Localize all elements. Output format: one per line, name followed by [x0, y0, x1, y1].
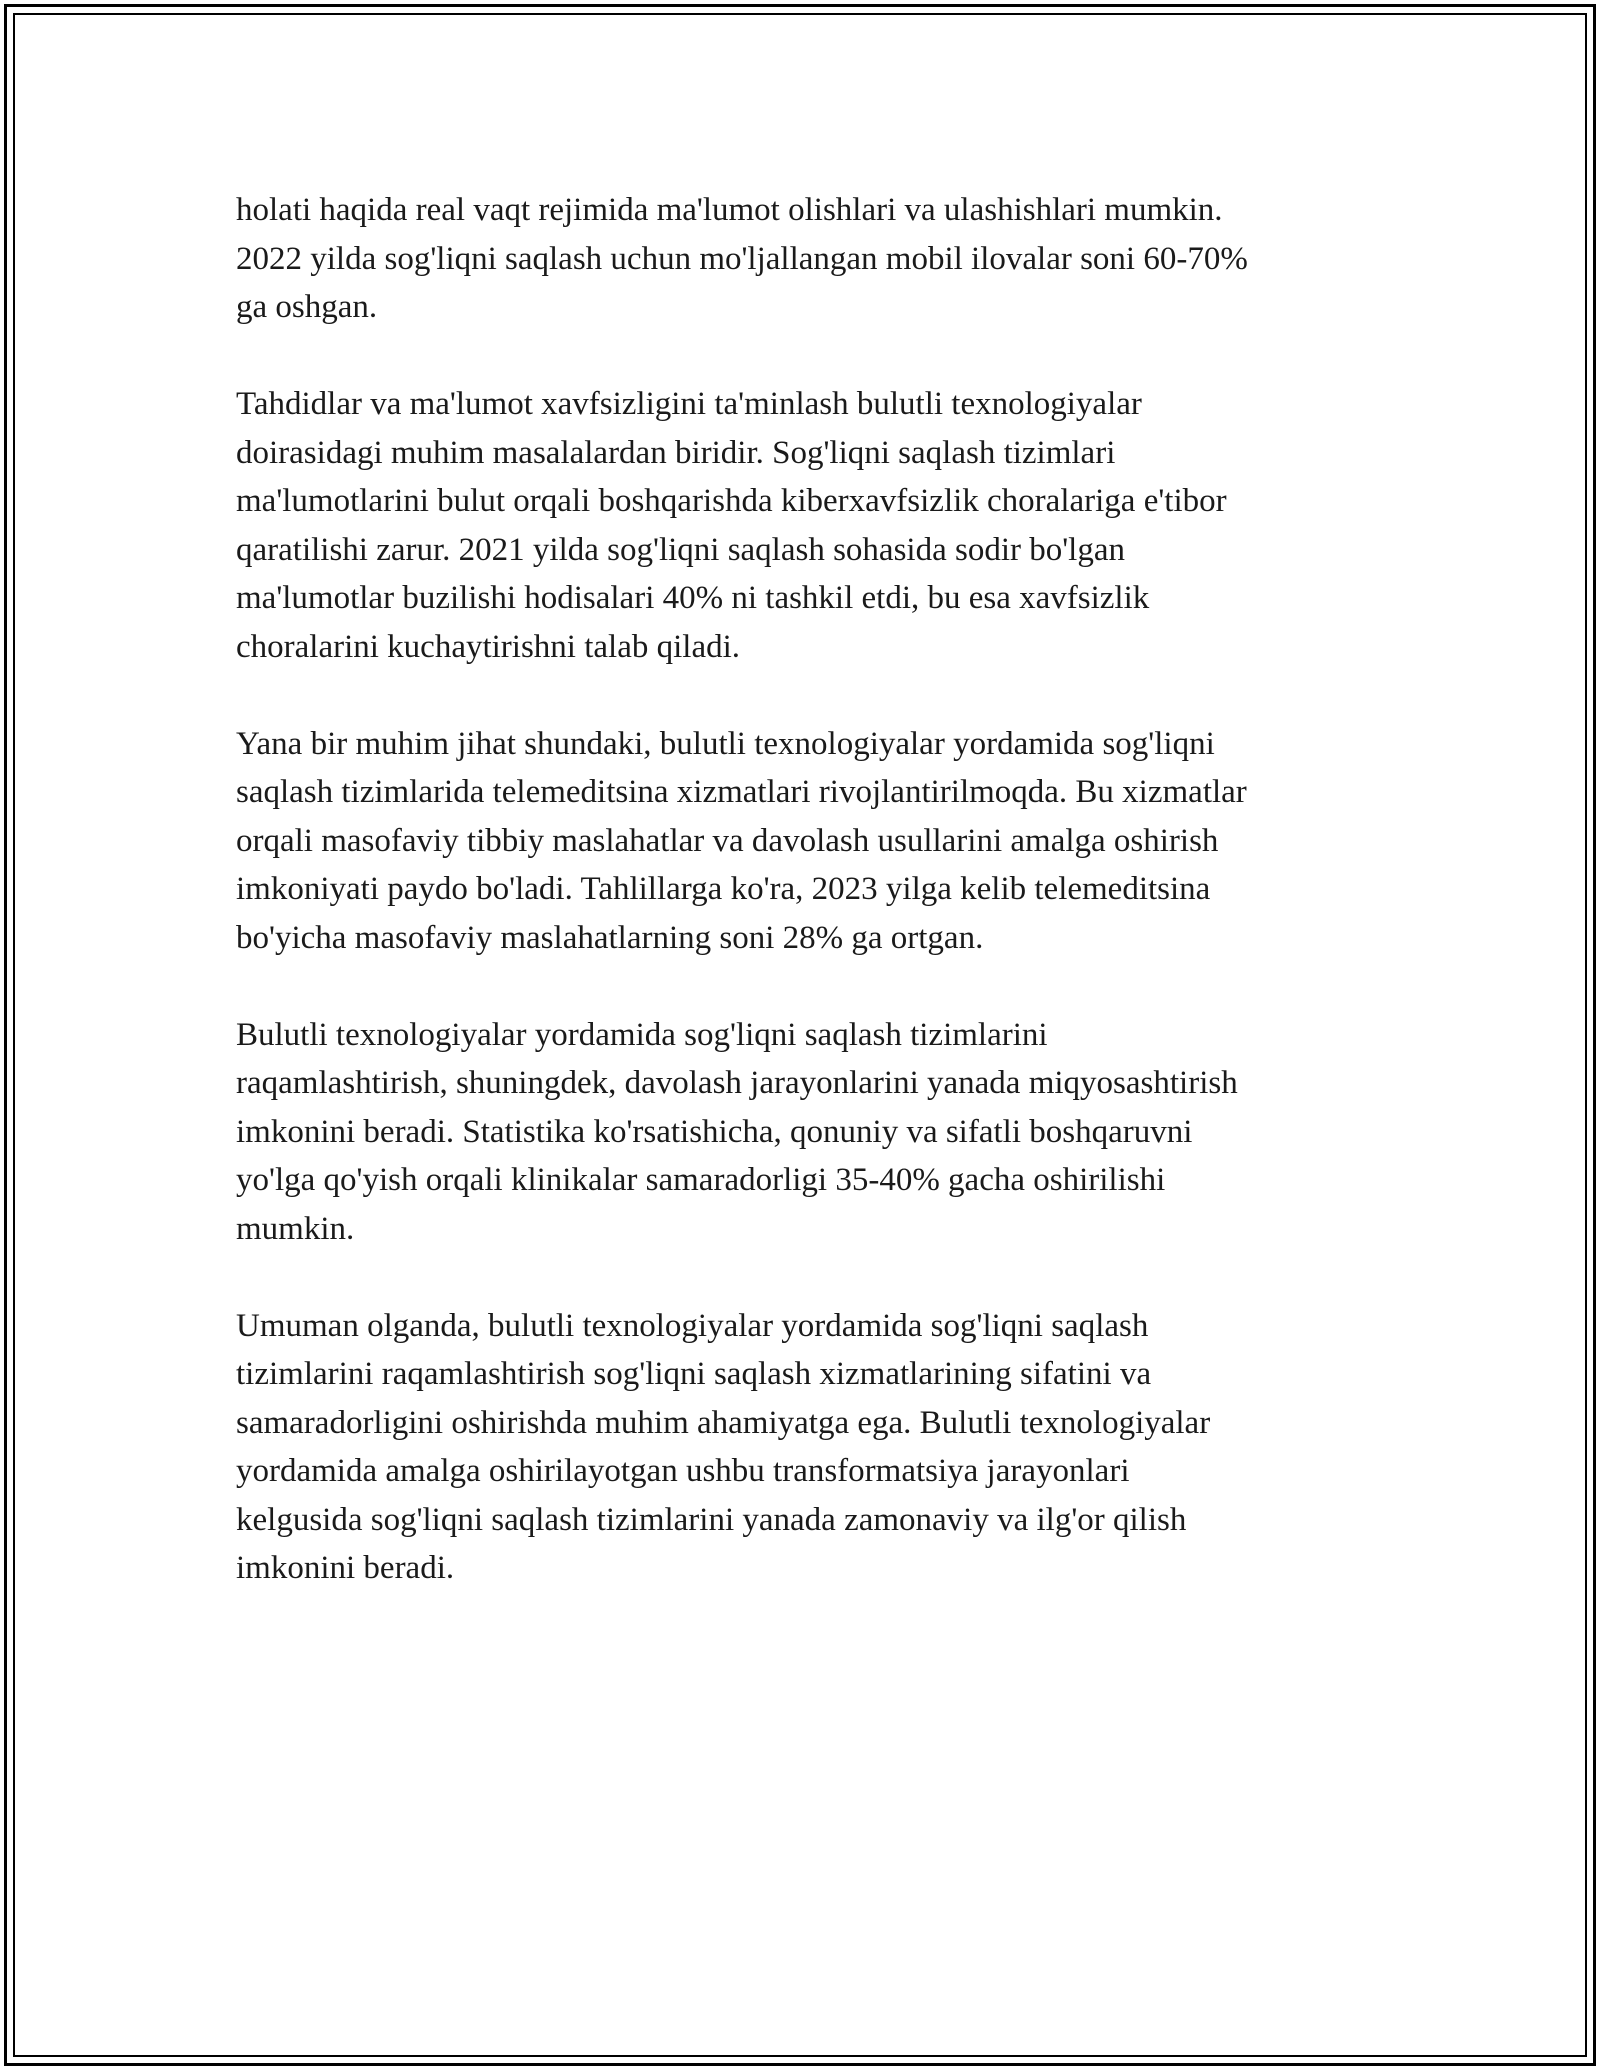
paragraph-mobile-apps: holati haqida real vaqt rejimida ma'lumot olishlari va ulashishlari mumkin. 2022 yilda sog'liqni saqlash uchun mo'ljallangan mobil ilovalar soni 60-70% ga oshgan. [236, 192, 1248, 325]
paragraph-conclusion: Umuman olganda, bulutli texnologiyalar yordamida sog'liqni saqlash tizimlarini raqamlashtirish sog'liqni saqlash xizmatlarining sifatini va samaradorligini oshirishda muhim ahamiyatga ega. Bulutli texnologiyalar yordamida amalga oshirilayotgan ushbu transformatsiya jarayonlari kelgusida sog'liqni saqlash tizimlarini yanada zamonaviy va ilg'or qilish imkonini beradi. [236, 1307, 1211, 1586]
paragraph-data-security: Tahdidlar va ma'lumot xavfsizligini ta'minlash bulutli texnologiyalar doirasidagi muhim masalalardan biridir. Sog'liqni saqlash tizimlari ma'lumotlarini bulut orqali boshqarishda kiberxavfsizlik choralariga e'tibor qaratilishi zarur. 2021 yilda sog'liqni saqlash sohasida sodir bo'lgan ma'lumotlar buzilishi hodisalari 40% ni tashkil etdi, bu esa xavfsizlik choralarini kuchaytirishni talab qiladi. [236, 386, 1227, 665]
paragraph-digitalization: Bulutli texnologiyalar yordamida sog'liqni saqlash tizimlarini raqamlashtirish, shuningdek, davolash jarayonlarini yanada miqyosashtirish imkonini beradi. Statistika ko'rsatishicha, qonuniy va sifatli boshqaruvni yo'lga qo'yish orqali klinikalar samaradorligi 35-40% gacha oshirilishi mumkin. [236, 1016, 1238, 1247]
document-body [236, 186, 1372, 1641]
paragraph-telemedicine: Yana bir muhim jihat shundaki, bulutli texnologiyalar yordamida sog'liqni saqlash tizimlarida telemeditsina xizmatlari rivojlantirilmoqda. Bu xizmatlar orqali masofaviy tibbiy maslahatlar va davolash usullarini amalga oshirish imkoniyati paydo bo'ladi. Tahlillarga ko'ra, 2023 yilga kelib telemeditsina bo'yicha masofaviy maslahatlarning soni 28% ga ortgan. [236, 725, 1247, 956]
